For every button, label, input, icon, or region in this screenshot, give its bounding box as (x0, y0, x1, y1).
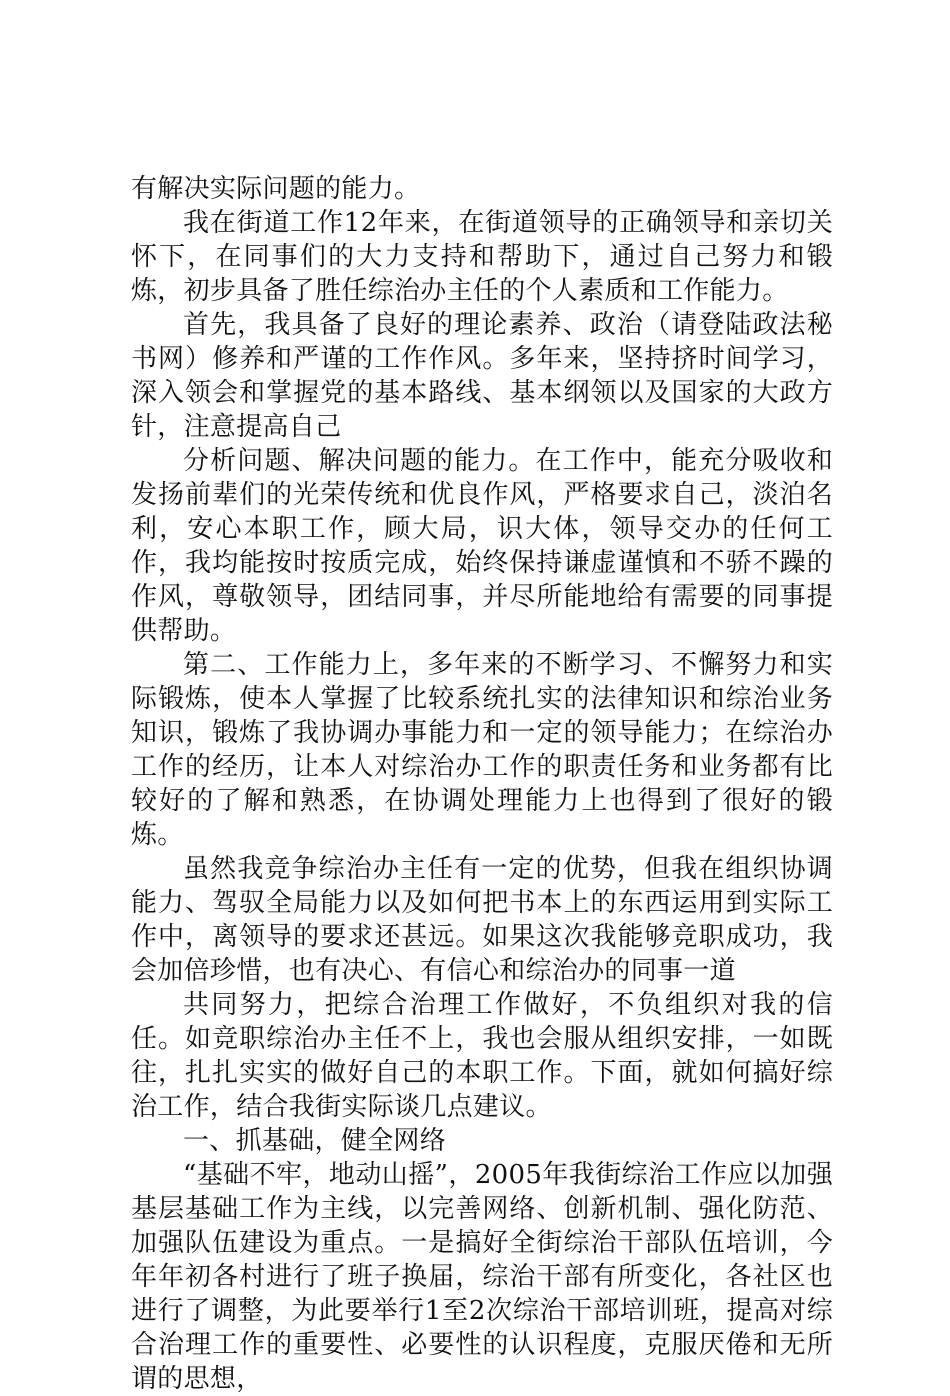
section-heading: 一、抓基础，健全网络 (183, 1126, 447, 1156)
paragraph-3: 首先，我具备了良好的理论素养、政治（请登陆政法秘书网）修养和严谨的工作作风。多年来，坚持挤时间学习，深入领会和掌握党的基本路线、基本纲领以及国家的大政方针，注意提高自己 (131, 310, 833, 442)
document-body (131, 172, 833, 1396)
paragraph-8: “基础不牢，地动山摇”，2005年我街综治工作应以加强基层基础工作为主线，以完善网络、创新机制、强化防范、加强队伍建设为重点。一是搞好全街综治干部队伍培训，今年年初各村进行了班子换届，综治干部有所变化，各社区也进行了调整，为此要举行1至2次综治干部培训班，提高对综合治理工作的重要性、必要性的认识程度，克服厌倦和无所谓的思想， (131, 1160, 833, 1394)
paragraph-5: 第二、工作能力上，多年来的不断学习、不懈努力和实际锻炼，使本人掌握了比较系统扎实的法律知识和综治业务知识，锻炼了我协调办事能力和一定的领导能力；在综治办工作的经历，让本人对综治办工作的职责任务和业务都有比较好的了解和熟悉，在协调处理能力上也得到了很好的锻炼。 (131, 650, 833, 850)
paragraph-6: 虽然我竞争综治办主任有一定的优势，但我在组织协调能力、驾驭全局能力以及如何把书本上的东西运用到实际工作中，离领导的要求还甚远。如果这次我能够竞职成功，我会加倍珍惜，也有决心、有信心和综治办的同事一道 (131, 854, 833, 986)
paragraph-7: 共同努力，把综合治理工作做好，不负组织对我的信任。如竞职综治办主任不上，我也会服从组织安排，一如既往，扎扎实实的做好自己的本职工作。下面，就如何搞好综治工作，结合我街实际谈几点建议。 (131, 990, 833, 1122)
paragraph-4: 分析问题、解决问题的能力。在工作中，能充分吸收和发扬前辈们的光荣传统和优良作风，严格要求自己，淡泊名利，安心本职工作，顾大局，识大体，领导交办的任何工作，我均能按时按质完成，始终保持谦虚谨慎和不骄不躁的作风，尊敬领导，团结同事，并尽所能地给有需要的同事提供帮助。 (131, 446, 833, 646)
paragraph-2: 我在街道工作12年来，在街道领导的正确领导和亲切关怀下，在同事们的大力支持和帮助下，通过自己努力和锻炼，初步具备了胜任综治办主任的个人素质和工作能力。 (131, 208, 833, 306)
paragraph-1: 有解决实际问题的能力。 (131, 174, 421, 204)
